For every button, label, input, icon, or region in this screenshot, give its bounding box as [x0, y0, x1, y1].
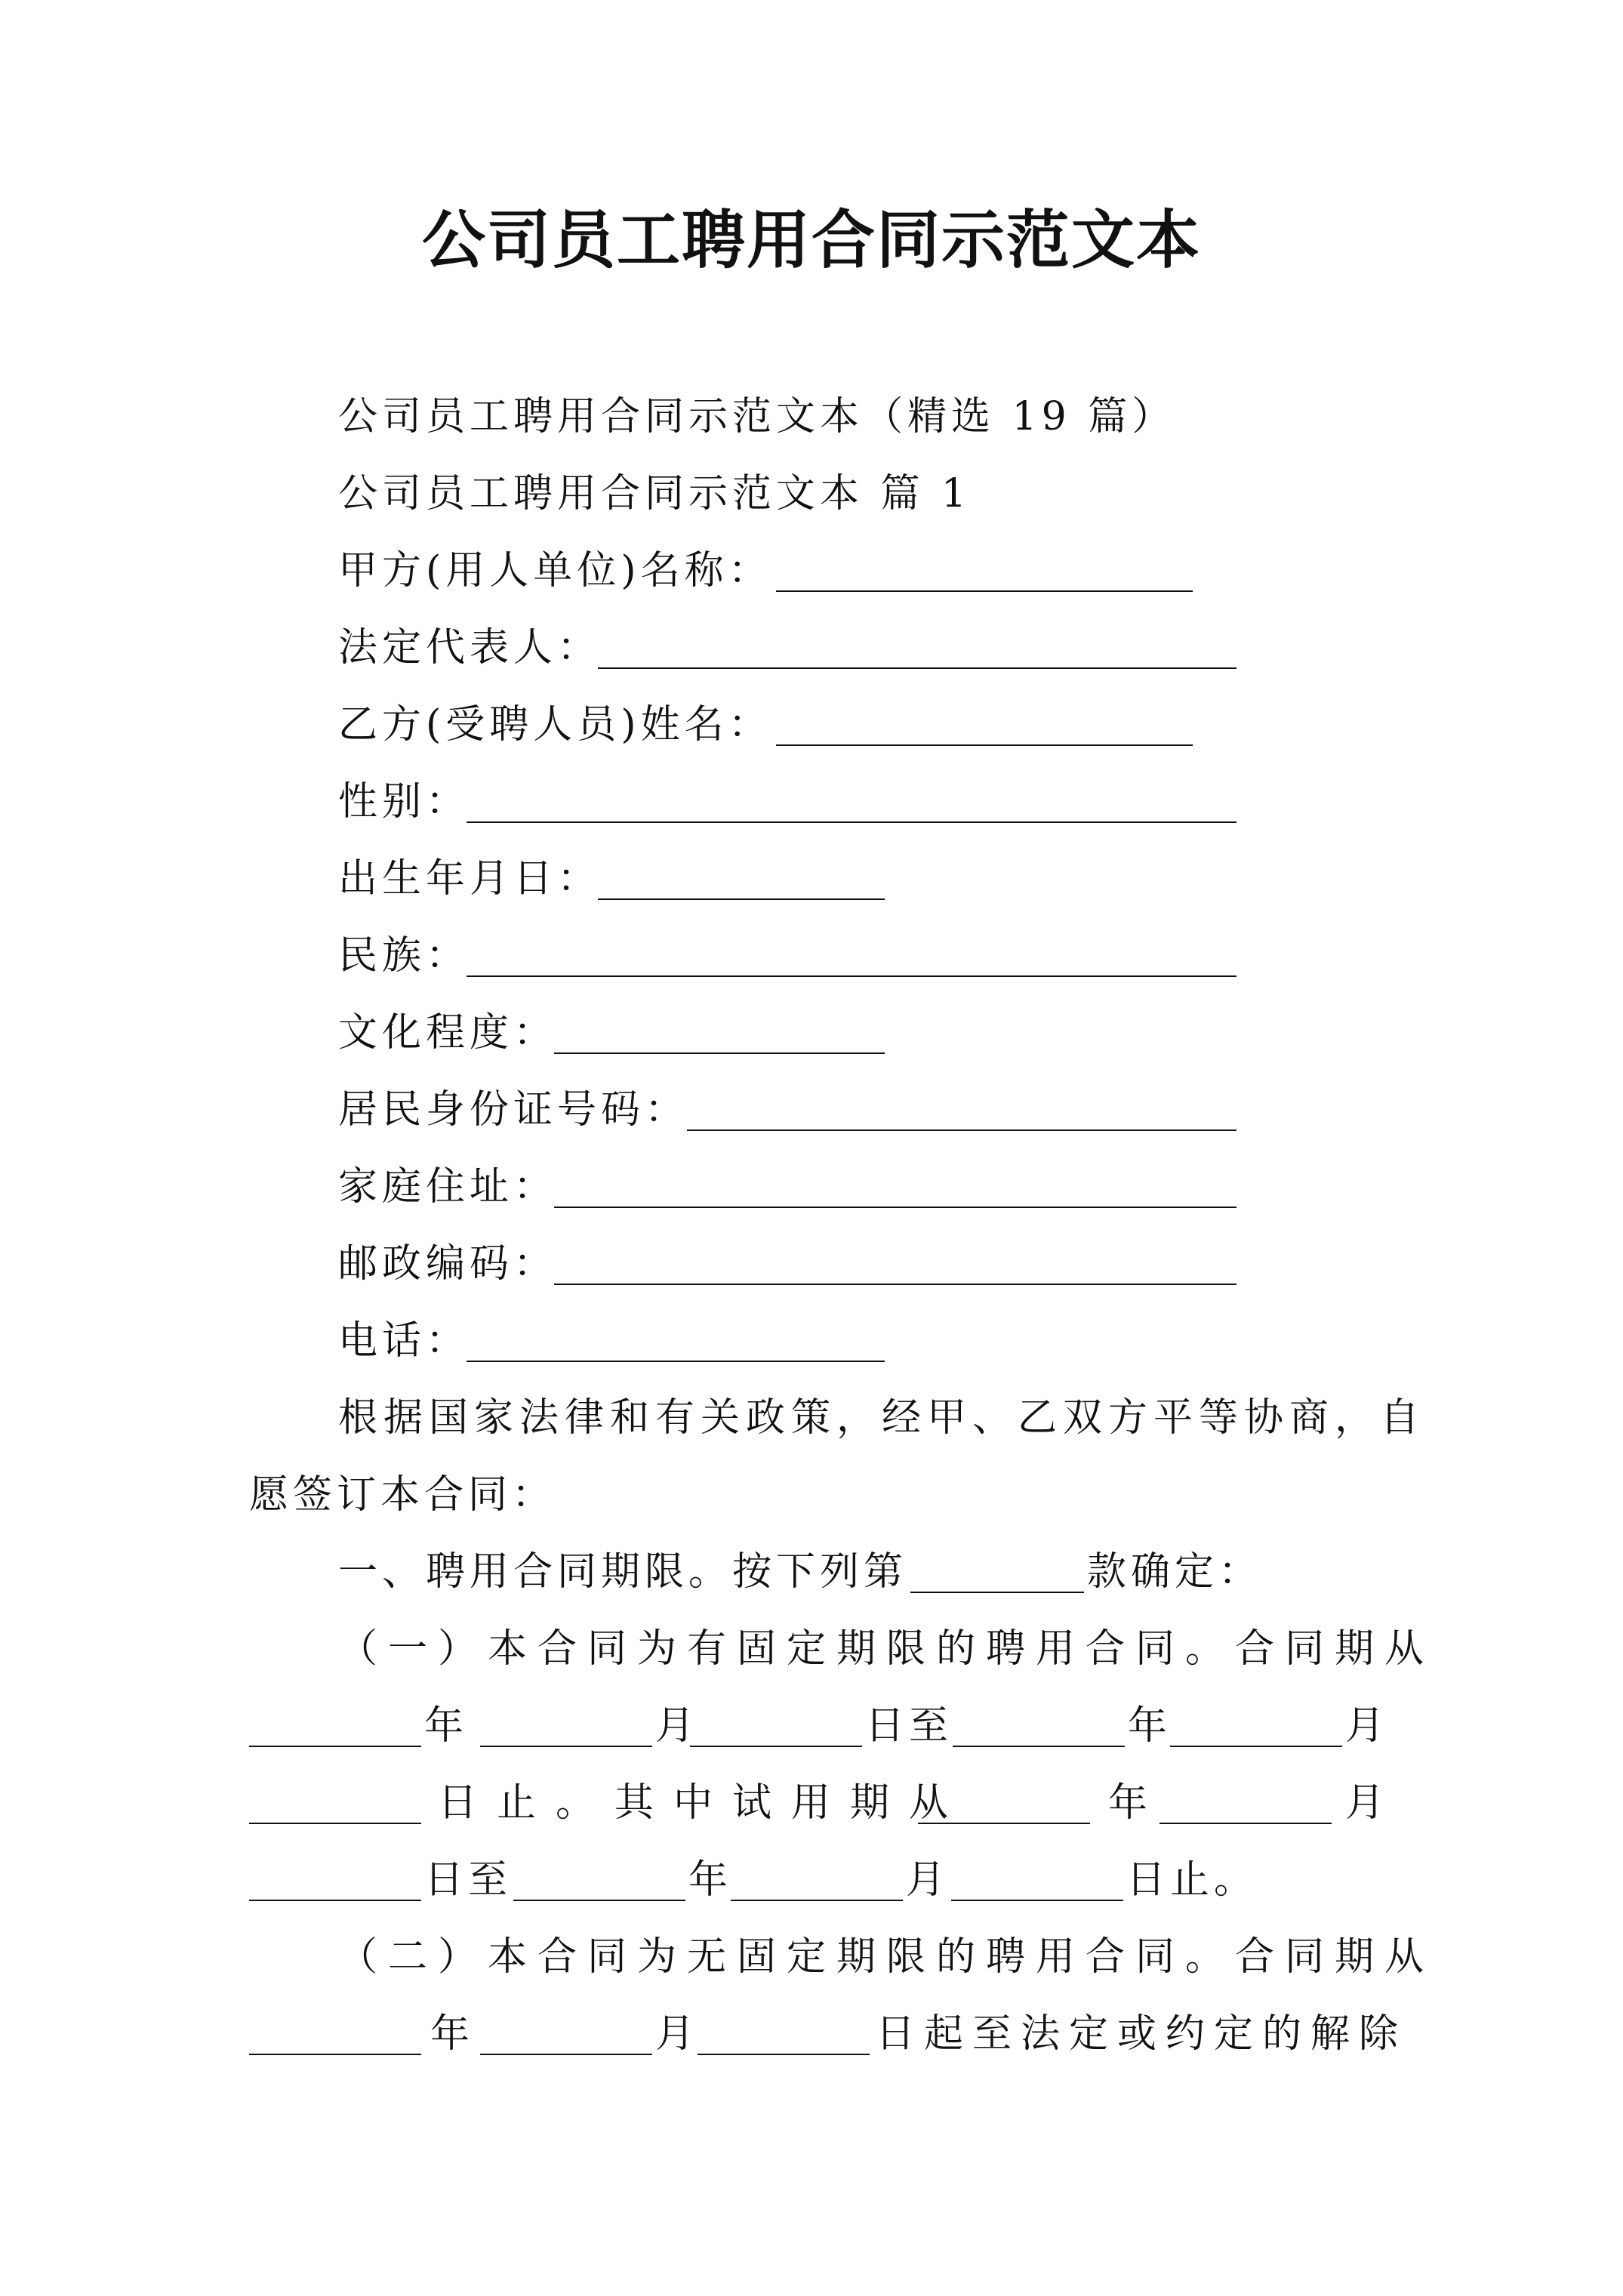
- item2-tail: 日起至法定或约定的解除: [876, 2011, 1408, 2057]
- item1-trial-end-day-blank[interactable]: [951, 1900, 1123, 1901]
- document-title: 公司员工聘用合同示范文本: [421, 202, 1201, 277]
- ethnicity-label: 民族：: [338, 933, 470, 978]
- ethnicity-blank[interactable]: [467, 975, 1236, 977]
- address-label: 家庭住址：: [338, 1164, 558, 1210]
- id-number-blank[interactable]: [687, 1130, 1236, 1131]
- item2-line-1: （二）本合同为无固定期限的聘用合同。合同期从: [338, 1934, 1435, 1980]
- item1-line-1: （一）本合同为有固定期限的聘用合同。合同期从: [338, 1626, 1435, 1672]
- item1-trial-end-month-blank[interactable]: [731, 1900, 903, 1901]
- address-blank[interactable]: [554, 1207, 1236, 1208]
- item1-day-stop-label: 日止。: [1126, 1857, 1258, 1903]
- item1-trial-end-year-blank[interactable]: [513, 1900, 685, 1901]
- birthdate-blank[interactable]: [598, 898, 885, 900]
- employee-name-blank[interactable]: [776, 744, 1193, 746]
- id-number-label: 居民身份证号码：: [338, 1087, 689, 1133]
- employer-name-blank[interactable]: [776, 590, 1193, 592]
- legal-rep-blank[interactable]: [598, 667, 1236, 669]
- item1-day-to-label: 日至: [865, 1703, 953, 1749]
- item1-end-year-label: 年: [1128, 1703, 1168, 1749]
- item1-trial-year-label: 年: [1108, 1780, 1148, 1826]
- item2-month-label: 月: [655, 2011, 695, 2057]
- postcode-label: 邮政编码：: [338, 1241, 558, 1287]
- clause1-suffix: 款确定：: [1087, 1549, 1263, 1595]
- item1-start-month-blank[interactable]: [480, 1746, 652, 1747]
- item2-start-year-blank[interactable]: [249, 2054, 421, 2055]
- intro-line-1: 根据国家法律和有关政策，经甲、乙双方平等协商，自: [338, 1395, 1426, 1441]
- education-blank[interactable]: [554, 1052, 885, 1054]
- item1-day-end-label: 日止。其中试用期从: [438, 1780, 969, 1826]
- item1-start-day-blank[interactable]: [690, 1746, 862, 1747]
- item1-end-day-blank[interactable]: [249, 1823, 421, 1824]
- item1-start-year-blank[interactable]: [249, 1746, 421, 1747]
- legal-rep-label: 法定代表人：: [338, 625, 602, 670]
- item1-trial-month-label: 月: [1345, 1780, 1385, 1826]
- gender-label: 性别：: [338, 779, 470, 824]
- item2-start-month-blank[interactable]: [480, 2054, 652, 2055]
- item2-year-label: 年: [430, 2011, 470, 2057]
- clause1-prefix: 一、聘用合同期限。按下列第: [338, 1549, 908, 1595]
- section-heading: 公司员工聘用合同示范文本 篇 1: [338, 471, 972, 516]
- item1-end-month-label: 月: [1345, 1703, 1385, 1749]
- item1-end-year-blank[interactable]: [953, 1746, 1125, 1747]
- item1-trial-end-month-label: 月: [906, 1857, 946, 1903]
- item2-start-day-blank[interactable]: [698, 2054, 870, 2055]
- item1-trial-start-year-blank[interactable]: [918, 1823, 1090, 1824]
- item1-trial-start-month-blank[interactable]: [1160, 1823, 1332, 1824]
- birthdate-label: 出生年月日：: [338, 856, 602, 901]
- item1-year-label: 年: [424, 1703, 464, 1749]
- employer-name-label: 甲方(用人单位)名称：: [338, 548, 772, 593]
- education-label: 文化程度：: [338, 1010, 558, 1056]
- phone-blank[interactable]: [467, 1361, 885, 1362]
- item1-end-month-blank[interactable]: [1170, 1746, 1342, 1747]
- item1-day-to2-label: 日至: [424, 1857, 513, 1903]
- item1-trial-end-year-label: 年: [688, 1857, 728, 1903]
- gender-blank[interactable]: [467, 821, 1236, 823]
- postcode-blank[interactable]: [554, 1284, 1236, 1285]
- phone-label: 电话：: [338, 1318, 470, 1364]
- intro-line-2: 愿签订本合同：: [249, 1472, 556, 1518]
- document-subtitle: 公司员工聘用合同示范文本（精选 19 篇）: [338, 394, 1176, 439]
- item1-month-label: 月: [655, 1703, 695, 1749]
- clause1-blank[interactable]: [910, 1592, 1084, 1593]
- employee-name-label: 乙方(受聘人员)姓名：: [338, 702, 772, 747]
- item1-trial-start-day-blank[interactable]: [249, 1900, 421, 1901]
